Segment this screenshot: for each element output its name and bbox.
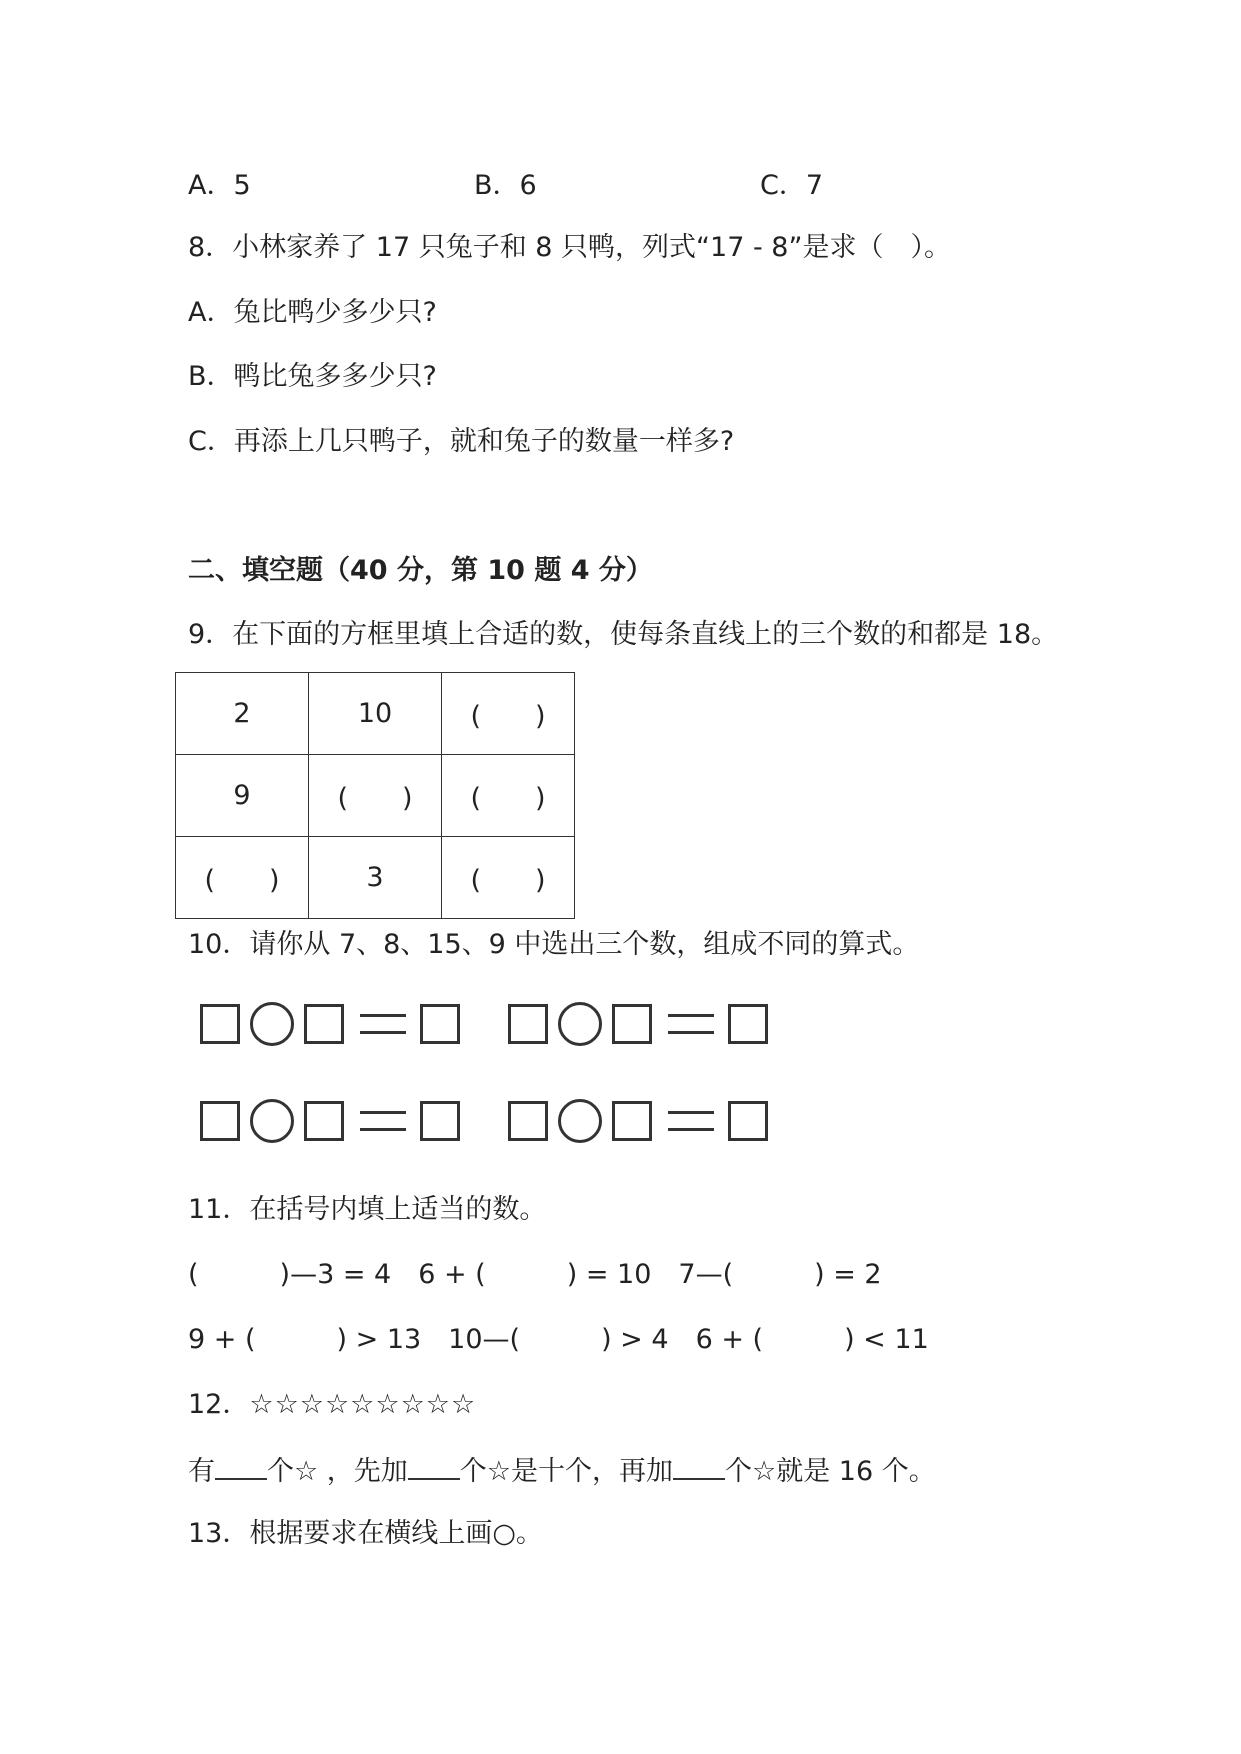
q9-grid [175,672,575,919]
equals-sign [360,1014,406,1034]
grid-cell: ( ) [309,755,442,837]
grid-row [176,673,575,755]
answer-box [612,1101,652,1141]
q11-question: 11．在括号内填上适当的数。 [188,1194,547,1225]
answer-box [728,1004,768,1044]
operator-circle [250,1099,294,1143]
answer-box [508,1004,548,1044]
answer-box [508,1101,548,1141]
q7-option-c: C．7 [760,170,824,201]
answer-box [304,1004,344,1044]
operator-circle [558,1099,602,1143]
grid-row [176,837,575,919]
answer-box [420,1101,460,1141]
answer-box [728,1101,768,1141]
star-icon-group: ☆☆☆☆☆☆☆☆☆ [249,1389,477,1420]
answer-box [304,1101,344,1141]
grid-cell: 2 [176,673,309,755]
grid-cell: 10 [309,673,442,755]
q12-stars-line [188,1385,476,1425]
equals-sign [668,1014,714,1034]
answer-blank [408,1450,460,1480]
answer-box [612,1004,652,1044]
section-heading: 二、填空题（40 分，第 10 题 4 分） [188,555,653,586]
answer-blank [673,1450,725,1480]
grid-cell: ( ) [442,755,575,837]
grid-cell: ( ) [176,837,309,919]
equals-sign [360,1111,406,1131]
q8-question: 8．小林家养了 17 只兔子和 8 只鸭，列式“17 - 8”是求（ ）。 [188,232,951,263]
operator-circle [250,1002,294,1046]
grid-row [176,755,575,837]
q11-line-2: 9 + ( ) > 13 10—( ) > 4 6 + ( ) < 11 [188,1324,929,1355]
q7-option-a: A．5 [188,170,251,201]
equation-row [200,1000,778,1048]
answer-box [200,1004,240,1044]
q12-sentence: 有 个☆ ，先加 个☆是十个，再加 个☆就是 16 个。 [188,1450,936,1492]
answer-box [420,1004,460,1044]
grid-cell: ( ) [442,837,575,919]
q10-question: 10．请你从 7、8、15、9 中选出三个数，组成不同的算式。 [188,929,920,960]
equation-row [200,1097,778,1145]
q9-question: 9．在下面的方框里填上合适的数，使每条直线上的三个数的和都是 18。 [188,619,1059,650]
grid-cell: 9 [176,755,309,837]
grid-cell: 3 [309,837,442,919]
q8-option-b: B．鸭比兔多多少只? [188,361,437,392]
q7-options [188,163,888,203]
grid-cell: ( ) [442,673,575,755]
q8-option-c: C．再添上几只鸭子，就和兔子的数量一样多? [188,426,735,457]
operator-circle [558,1002,602,1046]
equals-sign [668,1111,714,1131]
q11-line-1: ( )—3 = 4 6 + ( ) = 10 7—( ) = 2 [188,1259,882,1290]
q7-option-b: B．6 [474,170,537,201]
q13-question: 13．根据要求在横线上画○。 [188,1518,543,1549]
answer-box [200,1101,240,1141]
answer-blank [215,1450,267,1480]
q12-number: 12． [188,1389,250,1420]
q8-option-a: A．兔比鸭少多少只? [188,297,437,328]
